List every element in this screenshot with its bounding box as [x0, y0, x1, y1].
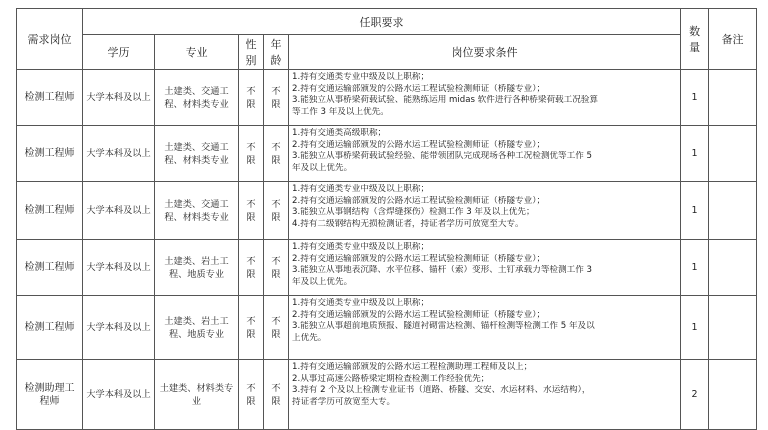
condition-line: 上优先。	[292, 332, 327, 343]
education-cell: 大学本科及以上	[83, 296, 155, 360]
condition-line: 3.能独立从事桥梁荷载试验、能熟练运用 midas 软件进行各种桥梁荷载工况验算	[292, 95, 599, 105]
position-cell: 检测工程师	[17, 182, 83, 240]
condition-line: 3.能独立从事钢结构（含焊缝探伤）检测工作 3 年及以上优先；	[292, 207, 535, 217]
condition-line: 1.持有交通类专业中级及以上职称；	[292, 184, 430, 194]
remarks-cell	[709, 70, 757, 126]
condition-line: 持证者学历可放宽至大专。	[292, 396, 396, 407]
condition-line: 1.持有交通类高级职称；	[292, 128, 387, 138]
condition-line: 3.能独立从事超前地质预报、隧道衬砌雷达检测、锚杆检测等检测工作 5 年及以	[292, 321, 595, 331]
conditions-cell	[289, 240, 681, 296]
header-age: 年龄	[264, 35, 289, 70]
condition-line: 3.能独立从事桥梁荷载试验经验、能带领团队完成现场各种工况检测优等工作 5	[292, 151, 592, 161]
header-gender: 性别	[239, 35, 264, 70]
header-education: 学历	[83, 35, 155, 70]
age-cell: 不限	[264, 296, 289, 360]
condition-line: 2.持有交通运输部颁发的公路水运工程试验检测师证（桥隧专业）；	[292, 195, 546, 206]
header-requirements-group: 任职要求	[83, 9, 681, 35]
conditions-cell	[289, 182, 681, 240]
quantity-cell: 1	[681, 296, 709, 360]
gender-cell: 不限	[239, 70, 264, 126]
major-cell: 土建类、岩土工程、地质专业	[155, 296, 239, 360]
header-position: 需求岗位	[17, 9, 83, 70]
age-cell: 不限	[264, 182, 289, 240]
condition-line: 4.持有二级钢结构无损检测证者，持证者学历可放宽至大专。	[292, 218, 524, 229]
header-major: 专业	[155, 35, 239, 70]
condition-line: 1.持有交通类专业中级及以上职称；	[292, 298, 430, 308]
age-cell: 不限	[264, 360, 289, 430]
condition-line: 2.持有交通运输部颁发的公路水运工程试验检测师证（桥隧专业）；	[292, 139, 546, 150]
conditions-cell	[289, 70, 681, 126]
conditions-cell	[289, 126, 681, 182]
condition-line: 2.持有交通运输部颁发的公路水运工程试验检测师证（桥隧专业）；	[292, 83, 546, 94]
major-cell: 土建类、岩土工程、地质专业	[155, 240, 239, 296]
age-cell: 不限	[264, 126, 289, 182]
header-quantity: 数量	[681, 9, 709, 70]
condition-line: 1.持有交通类专业中级及以上职称；	[292, 242, 430, 252]
condition-line: 1.持有交通类专业中级及以上职称；	[292, 72, 430, 82]
condition-line: 3.能独立从事地表沉降、水平位移、锚杆（索）变形、土钉承载力等检测工作 3	[292, 265, 592, 275]
remarks-cell	[709, 296, 757, 360]
gender-cell: 不限	[239, 182, 264, 240]
table-row	[17, 182, 757, 240]
education-cell: 大学本科及以上	[83, 126, 155, 182]
conditions-cell	[289, 296, 681, 360]
condition-line: 等工作 3 年及以上优先。	[292, 106, 389, 117]
remarks-cell	[709, 360, 757, 430]
position-cell: 检测工程师	[17, 296, 83, 360]
condition-line: 3.持有 2 个及以上检测专业证书（道路、桥隧、交安、水运材料、水运结构），	[292, 385, 591, 395]
table-row	[17, 70, 757, 126]
major-cell: 土建类、交通工程、材料类专业	[155, 126, 239, 182]
education-cell: 大学本科及以上	[83, 182, 155, 240]
condition-line: 年及以上优先。	[292, 276, 353, 287]
gender-cell: 不限	[239, 296, 264, 360]
age-cell: 不限	[264, 70, 289, 126]
position-cell: 检测工程师	[17, 240, 83, 296]
education-cell: 大学本科及以上	[83, 360, 155, 430]
header-conditions: 岗位要求条件	[289, 35, 681, 70]
table-row	[17, 296, 757, 360]
condition-line: 年及以上优先。	[292, 162, 353, 173]
condition-line: 2.持有交通运输部颁发的公路水运工程试验检测师证（桥隧专业）；	[292, 309, 546, 320]
gender-cell: 不限	[239, 360, 264, 430]
table-row	[17, 126, 757, 182]
condition-line: 2.从事过高速公路桥梁定期检查检测工作经验优先；	[292, 373, 490, 384]
quantity-cell: 1	[681, 240, 709, 296]
position-cell: 检测助理工程师	[17, 360, 83, 430]
recruitment-requirements-table	[16, 8, 757, 430]
recruitment-table-container	[16, 8, 756, 430]
header-remarks: 备注	[709, 9, 757, 70]
conditions-cell	[289, 360, 681, 430]
position-cell: 检测工程师	[17, 70, 83, 126]
quantity-cell: 2	[681, 360, 709, 430]
quantity-cell: 1	[681, 70, 709, 126]
condition-line: 1.持有交通运输部颁发的公路水运工程检测助理工程师及以上；	[292, 362, 533, 372]
major-cell: 土建类、交通工程、材料类专业	[155, 182, 239, 240]
education-cell: 大学本科及以上	[83, 70, 155, 126]
quantity-cell: 1	[681, 182, 709, 240]
remarks-cell	[709, 126, 757, 182]
education-cell: 大学本科及以上	[83, 240, 155, 296]
remarks-cell	[709, 240, 757, 296]
gender-cell: 不限	[239, 126, 264, 182]
condition-line: 2.持有交通运输部颁发的公路水运工程试验检测师证（桥隧专业）；	[292, 253, 546, 264]
table-row	[17, 360, 757, 430]
table-row	[17, 240, 757, 296]
major-cell: 土建类、材料类专业	[155, 360, 239, 430]
age-cell: 不限	[264, 240, 289, 296]
quantity-cell: 1	[681, 126, 709, 182]
gender-cell: 不限	[239, 240, 264, 296]
position-cell: 检测工程师	[17, 126, 83, 182]
remarks-cell	[709, 182, 757, 240]
major-cell: 土建类、交通工程、材料类专业	[155, 70, 239, 126]
